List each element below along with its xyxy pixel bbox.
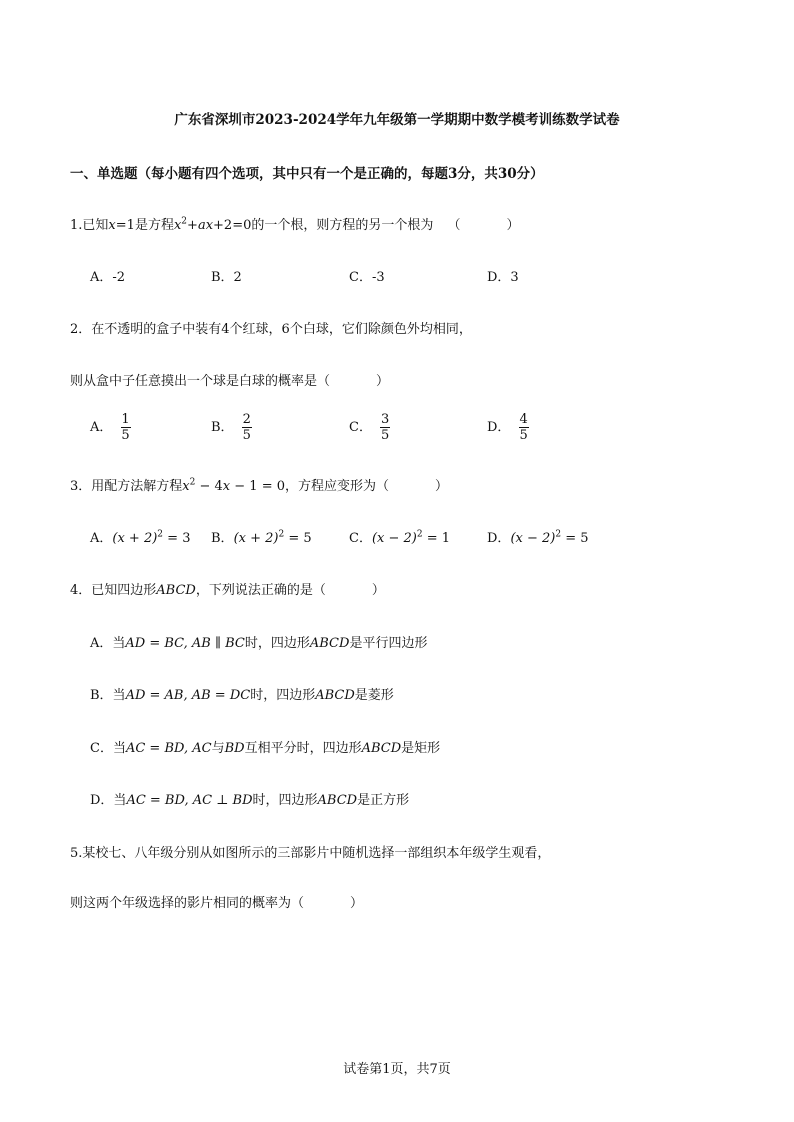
q1-number: 1. [70,218,83,233]
q4-text: 4．已知四边形 [70,583,157,598]
option-c[interactable]: C．-3 [349,270,385,285]
option-c[interactable]: C． $\frac{3}{5}$ [349,412,390,443]
q3-exponent: 2 [189,477,196,488]
q1-math: + [187,218,198,233]
q3-math: − 4 [195,479,223,494]
answer-paren-close: ） [435,479,449,494]
answer-paren-close: ） [371,583,385,598]
fraction: $\frac{4}{5}$ [519,412,528,443]
q4-text: ，下列说法正确的是（ [195,583,326,598]
q1-math: ax [197,218,214,233]
page-footer: 试卷第1页，共7页 [343,1062,451,1077]
option-d[interactable]: D．当AC = BD, AC ⊥ BD时，四边形ABCD是正方形 [90,793,410,808]
q1-options [90,266,650,306]
question-3 [70,475,448,494]
answer-paren-close: ） [350,896,364,911]
q1-text: 的一个根，则方程的另一个根为 [251,218,434,233]
option-c[interactable]: C．$(x - 2)^2 = 1$ [349,529,451,546]
q4-math: ABCD [156,583,196,598]
q1-text: 已知 [82,218,109,233]
option-a[interactable]: A．-2 [90,270,126,285]
question-2-line-1: 2．在不透明的盒子中装有4个红球，6个白球，它们除颜色外均相同， [70,322,472,337]
option-a[interactable]: A．$(x + 2)^2 = 3$ [90,529,191,546]
question-5-line-2 [70,892,363,911]
q3-math: − 1 = 0 [230,479,285,494]
option-b[interactable]: B．$(x + 2)^2 = 5$ [211,529,312,546]
q2-text: 则从盒中子任意摸出一个球是白球的概率是（ [70,374,331,389]
q2-options [90,412,650,452]
option-d[interactable]: D．$(x - 2)^2 = 5$ [487,529,589,546]
question-2-line-2 [70,370,389,389]
answer-paren-close: ） [376,374,390,389]
fraction: $\frac{1}{5}$ [121,412,130,443]
option-a[interactable]: A．当AD = BC, AB ∥ BC时，四边形ABCD是平行四边形 [90,636,428,651]
q1-exponent: 2 [181,216,188,227]
option-c[interactable]: C．当AC = BD, AC与BD互相平分时，四边形ABCD是矩形 [90,741,441,756]
q1-math: x [173,218,182,233]
fraction: $\frac{3}{5}$ [380,412,390,443]
q1-math: x [108,218,116,233]
answer-paren-open: （ [447,218,461,233]
answer-paren-close: ） [506,218,520,233]
q1-math: =1 [115,218,135,233]
question-5-line-1: 5.某校七、八年级分别从如图所示的三部影片中随机选择一部组织本年级学生观看， [70,846,551,861]
section-heading: 一、单选题（每小题有四个选项，其中只有一个是正确的，每题3分，共30分） [70,166,544,182]
option-a[interactable]: A． $\frac{1}{5}$ [90,412,130,443]
option-d[interactable]: D． $\frac{4}{5}$ [487,412,528,443]
q5-text: 则这两个年级选择的影片相同的概率为（ [70,896,305,911]
option-b[interactable]: B． $\frac{2}{5}$ [211,412,251,443]
q1-math: +2=0 [213,218,252,233]
option-b[interactable]: B．2 [211,270,242,285]
q3-math: x [222,479,231,494]
question-1 [70,214,520,233]
q3-math: x [182,479,190,494]
page-title: 广东省深圳市2023-2024学年九年级第一学期期中数学模考训练数学试卷 [174,112,620,128]
option-b[interactable]: B．当AD = AB, AB = DC时，四边形ABCD是菱形 [90,688,394,703]
q1-text: 是方程 [134,218,174,233]
q3-options [90,527,650,567]
question-4 [70,579,385,598]
q3-text: ，方程应变形为（ [285,479,390,494]
q3-text: 3．用配方法解方程 [70,479,183,494]
option-d[interactable]: D．3 [487,270,519,285]
fraction: $\frac{2}{5}$ [242,412,251,443]
